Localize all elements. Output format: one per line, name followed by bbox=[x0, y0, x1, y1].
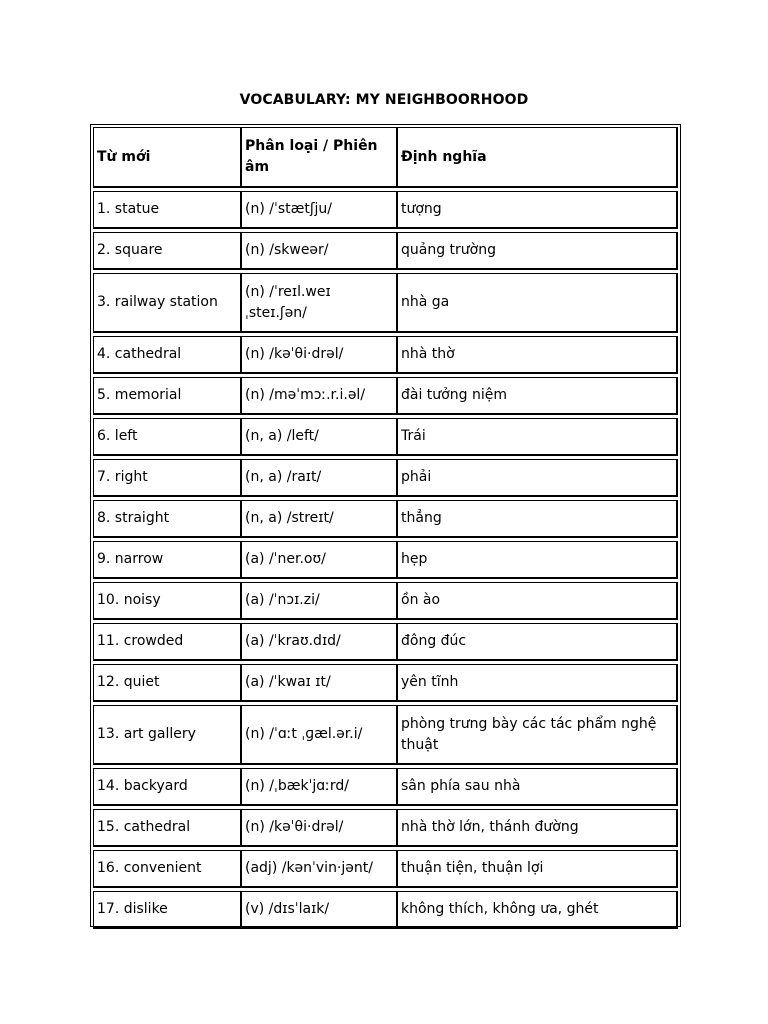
cell-meaning: yên tĩnh bbox=[398, 664, 678, 702]
vocabulary-table bbox=[93, 124, 678, 932]
cell-type: (n) /skweər/ bbox=[242, 232, 398, 270]
cell-meaning: Trái bbox=[398, 418, 678, 456]
cell-meaning: đài tưởng niệm bbox=[398, 377, 678, 415]
cell-word: 7. right bbox=[93, 459, 242, 497]
header-meaning: Định nghĩa bbox=[398, 127, 678, 188]
cell-meaning: nhà thờ lớn, thánh đường bbox=[398, 809, 678, 847]
cell-meaning: không thích, không ưa, ghét bbox=[398, 891, 678, 929]
table-row bbox=[93, 459, 678, 497]
cell-type: (v) /dɪsˈlaɪk/ bbox=[242, 891, 398, 929]
cell-type: (n) /ˈstætʃju/ bbox=[242, 191, 398, 229]
cell-word: 13. art gallery bbox=[93, 705, 242, 765]
cell-type: (n) /kəˈθi·drəl/ bbox=[242, 336, 398, 374]
cell-word: 4. cathedral bbox=[93, 336, 242, 374]
cell-meaning: phòng trưng bày các tác phẩm nghệ thuật bbox=[398, 705, 678, 765]
header-word: Từ mới bbox=[93, 127, 242, 188]
cell-meaning: thuận tiện, thuận lợi bbox=[398, 850, 678, 888]
cell-word: 16. convenient bbox=[93, 850, 242, 888]
cell-type: (n) /ˈɑːt ˌɡæl.ər.i/ bbox=[242, 705, 398, 765]
cell-word: 2. square bbox=[93, 232, 242, 270]
cell-word: 12. quiet bbox=[93, 664, 242, 702]
cell-word: 11. crowded bbox=[93, 623, 242, 661]
cell-meaning: thẳng bbox=[398, 500, 678, 538]
table-row bbox=[93, 623, 678, 661]
table-row bbox=[93, 273, 678, 333]
cell-word: 8. straight bbox=[93, 500, 242, 538]
cell-word: 6. left bbox=[93, 418, 242, 456]
cell-type: (a) /ˈner.oʊ/ bbox=[242, 541, 398, 579]
cell-meaning: đông đúc bbox=[398, 623, 678, 661]
cell-word: 14. backyard bbox=[93, 768, 242, 806]
table-row bbox=[93, 891, 678, 929]
cell-meaning: sân phía sau nhà bbox=[398, 768, 678, 806]
cell-type: (a) /ˈnɔɪ.zi/ bbox=[242, 582, 398, 620]
table-row bbox=[93, 768, 678, 806]
cell-type: (n) /məˈmɔː.r.i.əl/ bbox=[242, 377, 398, 415]
table-row bbox=[93, 418, 678, 456]
cell-type: (adj) /kənˈvin·jənt/ bbox=[242, 850, 398, 888]
cell-meaning: tượng bbox=[398, 191, 678, 229]
table-row bbox=[93, 582, 678, 620]
cell-word: 9. narrow bbox=[93, 541, 242, 579]
table-row bbox=[93, 705, 678, 765]
table-row bbox=[93, 232, 678, 270]
cell-word: 17. dislike bbox=[93, 891, 242, 929]
cell-meaning: ồn ào bbox=[398, 582, 678, 620]
table-row bbox=[93, 191, 678, 229]
cell-word: 15. cathedral bbox=[93, 809, 242, 847]
cell-word: 10. noisy bbox=[93, 582, 242, 620]
cell-type: (n, a) /left/ bbox=[242, 418, 398, 456]
cell-meaning: quảng trường bbox=[398, 232, 678, 270]
cell-type: (a) /ˈkwaɪ ɪt/ bbox=[242, 664, 398, 702]
cell-type: (n) /kəˈθi·drəl/ bbox=[242, 809, 398, 847]
cell-word: 3. railway station bbox=[93, 273, 242, 333]
table-row bbox=[93, 850, 678, 888]
cell-type: (a) /ˈkraʊ.dɪd/ bbox=[242, 623, 398, 661]
table-row bbox=[93, 500, 678, 538]
table-row bbox=[93, 664, 678, 702]
header-type-pronunciation: Phân loại / Phiên âm bbox=[242, 127, 398, 188]
cell-type: (n, a) /streɪt/ bbox=[242, 500, 398, 538]
cell-meaning: hẹp bbox=[398, 541, 678, 579]
cell-type: (n) /ˌbækˈjɑːrd/ bbox=[242, 768, 398, 806]
table-row bbox=[93, 336, 678, 374]
cell-meaning: nhà thờ bbox=[398, 336, 678, 374]
document-title: VOCABULARY: MY NEIGHBOORHOOD bbox=[239, 92, 529, 108]
table-row bbox=[93, 377, 678, 415]
cell-type: (n, a) /raɪt/ bbox=[242, 459, 398, 497]
table-row bbox=[93, 541, 678, 579]
table-header-row bbox=[93, 127, 678, 188]
table-row bbox=[93, 809, 678, 847]
cell-type: (n) /ˈreɪl.weɪ ˌsteɪ.ʃən/ bbox=[242, 273, 398, 333]
cell-meaning: nhà ga bbox=[398, 273, 678, 333]
cell-word: 1. statue bbox=[93, 191, 242, 229]
cell-meaning: phải bbox=[398, 459, 678, 497]
cell-word: 5. memorial bbox=[93, 377, 242, 415]
